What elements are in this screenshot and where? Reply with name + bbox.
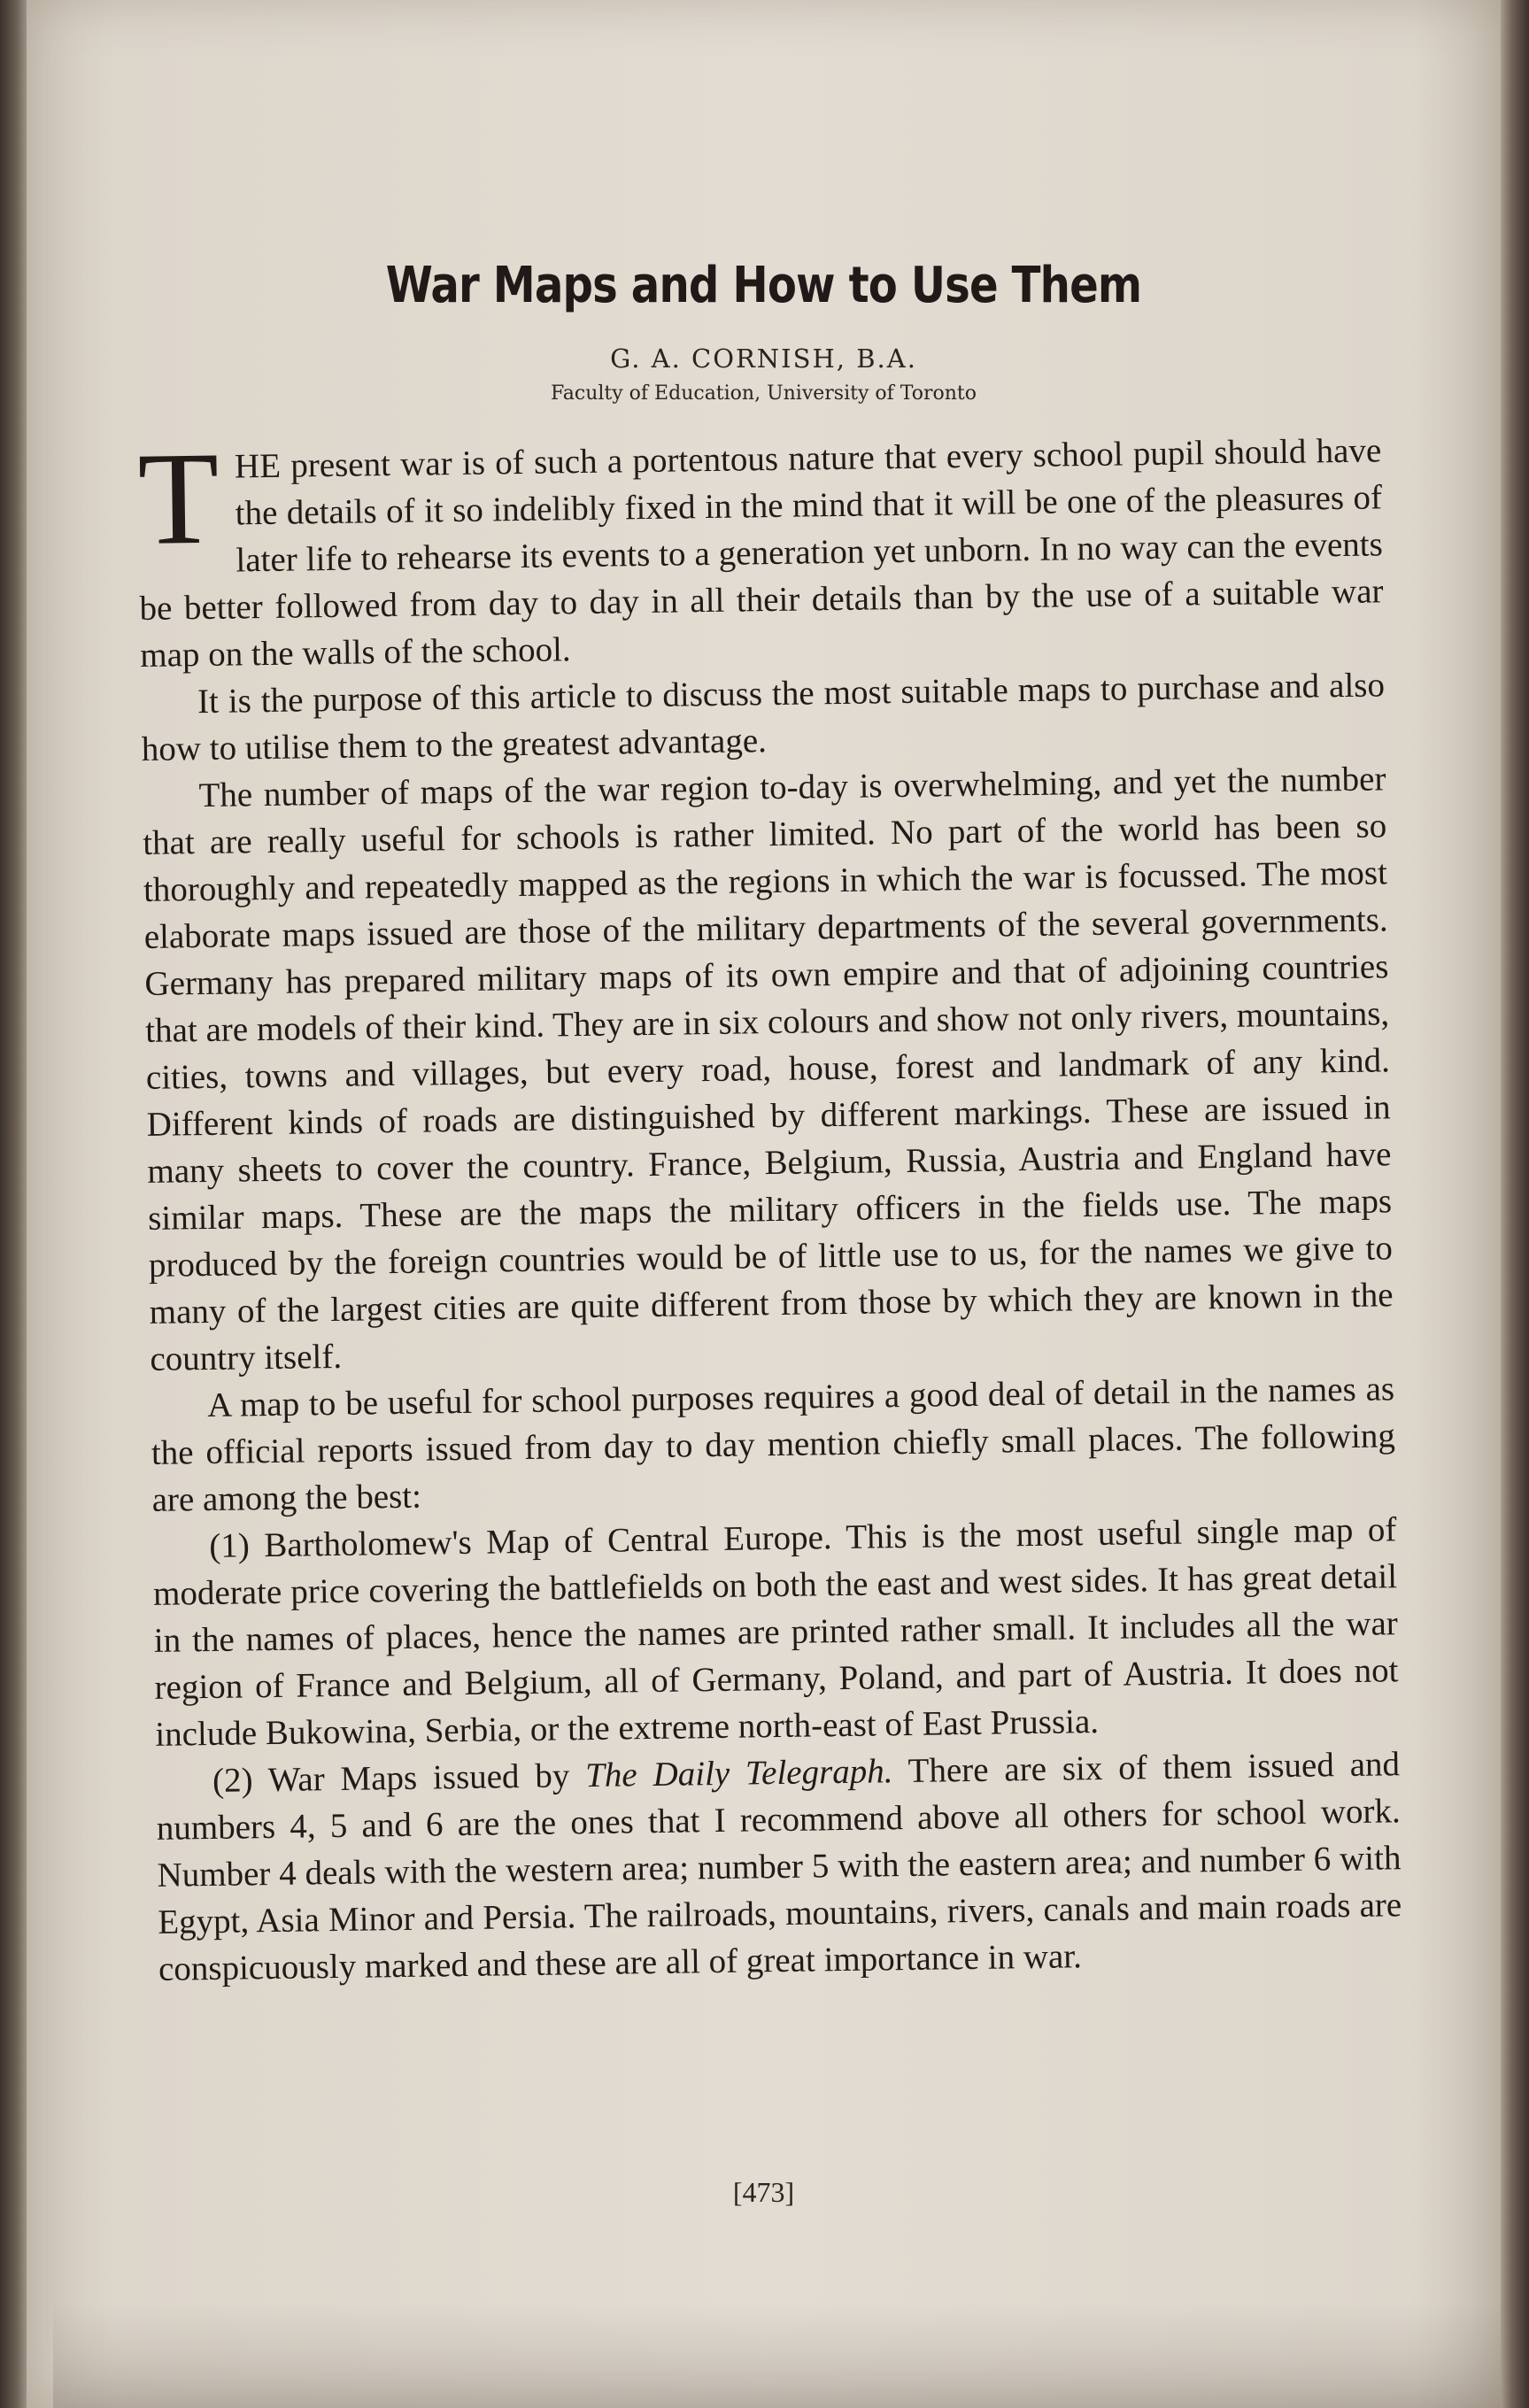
- article-title: War Maps and How to Use Them: [385, 256, 1142, 314]
- binding-shadow-right: [1501, 0, 1529, 2408]
- list-item-telegraph-text: There are six of them issued and numbers 4, 5 and 6 are the ones that I recommend above all others for school work. Number 4 deals with the western area; number 5 with the eastern area; and number 6 with Egypt, Asia Minor and Persia. The railroads, mountains, rivers, canals and main roads are conspicuously marked and these are all of great importance in war.: [156, 1745, 1402, 1988]
- article-author: G. A. CORNISH, B.A.: [610, 343, 917, 374]
- list-item-bartholomew: (1) Bartholomew's Map of Central Europe. This is the most useful single map of moderate price covering the battlefields on both the east and west sides. It has great detail in the names of places, hence the names are printed rather small. It includes all the war region of France and Belgium, all of Germany, Poland, and part of Austria. It does not include Bukowina, Serbia, or the extreme north-east of East Prussia.: [152, 1510, 1399, 1754]
- drop-cap: T: [136, 424, 220, 573]
- paragraph-1: [136, 424, 1385, 679]
- book-page: [27, 0, 1501, 2408]
- page-number: [473]: [732, 2176, 795, 2208]
- page-edge-shading: [53, 2302, 1501, 2408]
- list-item-telegraph-lead: (2) War Maps issued by: [212, 1756, 586, 1800]
- paragraph-2: It is the purpose of this article to discuss the most suitable maps to purchase and also how to utilise them to the greatest advantage.: [141, 666, 1386, 768]
- author-affiliation: Faculty of Education, University of Toronto: [551, 382, 977, 405]
- paragraph-4: A map to be useful for school purposes requires a good deal of detail in the names as the official reports issued from day to day mention chiefly small places. The following are among the best:: [151, 1370, 1396, 1519]
- binding-shadow-left: [0, 0, 27, 2408]
- publication-title: The Daily Telegraph.: [584, 1752, 893, 1795]
- paragraph-3: The number of maps of the war region to-day is overwhelming, and yet the number that are really useful for schools is rather limited. No part of the world has been so thoroughly and repeatedly mapped as the regions in which the war is focussed. The most elaborate maps issued are those of the military departments of the several governments. Germany has prepared military maps of its own empire and that of adjoining countries that are models of their kind. They are in six colours and show not only rivers, mountains, cities, towns and villages, but every road, house, forest and landmark of any kind. Different kinds of roads are distinguished by different markings. These are issued in many sheets to cover the country. France, Belgium, Russia, Austria and England have similar maps. These are the maps the military officers in the fields use. The maps produced by the foreign countries would be of little use to us, for the names we give to many of the largest cities are quite different from those by which they are known in the country itself.: [142, 760, 1394, 1378]
- paragraph-1-text: HE present war is of such a portentous nature that every school pupil should have the details of it so indelibly fixed in the mind that it will be one of the pleasures of later life to rehearse its events to a generation yet unborn. In no way can the events be better followed from day to day in all their details than by the use of a suitable war map on the walls of the school.: [139, 431, 1384, 675]
- article-body: [136, 424, 1402, 1992]
- list-item-telegraph: [156, 1740, 1403, 1993]
